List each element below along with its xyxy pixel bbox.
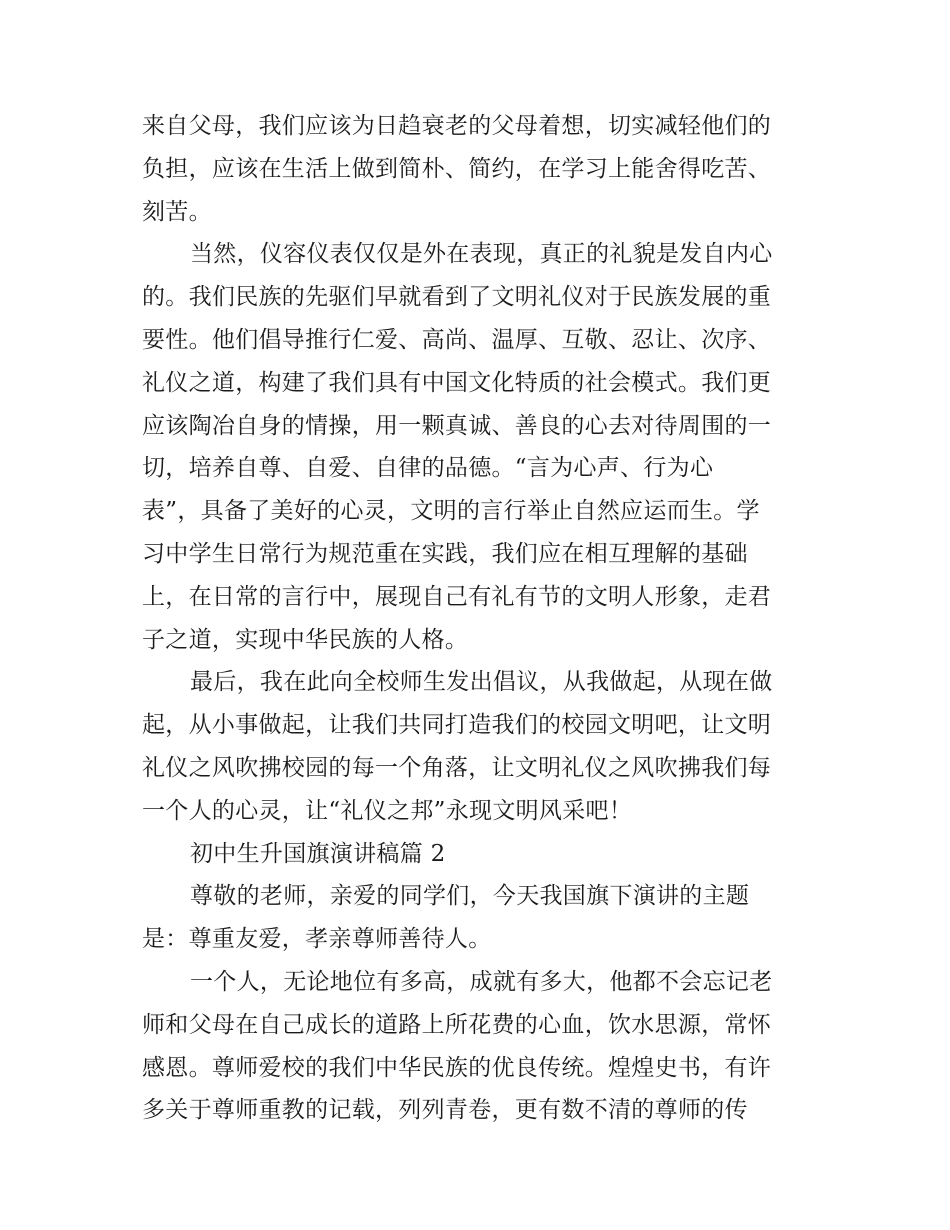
section-heading: 初中生升国旗演讲稿篇 2 xyxy=(190,840,446,867)
paragraph-start: 最后，我在此向全校师生发出倡议，从我做起，从现在做 xyxy=(190,669,773,696)
text-line: 是：尊重友爱，孝亲尊师善待人。 xyxy=(142,926,492,953)
text-line: 上，在日常的言行中，展现自己有礼有节的文明人形象，走君 xyxy=(142,583,772,610)
text-line: 切，培养自尊、自爱、自律的品德。“言为心声、行为心 xyxy=(142,455,714,482)
paragraph-start: 一个人，无论地位有多高，成就有多大，他都不会忘记老 xyxy=(190,968,773,995)
body-text xyxy=(142,105,812,1132)
paragraph-start: 当然，仪容仪表仅仅是外在表现，真正的礼貌是发自内心 xyxy=(190,241,773,268)
text-line: 师和父母在自己成长的道路上所花费的心血，饮水思源，常怀 xyxy=(142,1011,772,1038)
text-line: 刻苦。 xyxy=(142,198,212,225)
text-line: 起，从小事做起，让我们共同打造我们的校园文明吧，让文明 xyxy=(142,712,772,739)
text-line: 要性。他们倡导推行仁爱、高尚、温厚、互敬、忍让、次序、 xyxy=(142,326,772,353)
text-line: 多关于尊师重教的记载，列列青卷，更有数不清的尊师的传 xyxy=(142,1097,748,1124)
text-line: 应该陶冶自身的情操，用一颗真诚、善良的心去对待周围的一 xyxy=(142,412,772,439)
text-line: 负担，应该在生活上做到简朴、简约，在学习上能舍得吃苦、 xyxy=(142,155,772,182)
text-line: 礼仪之道，构建了我们具有中国文化特质的社会模式。我们更 xyxy=(142,369,772,396)
text-line: 感恩。尊师爱校的我们中华民族的优良传统。煌煌史书，有许 xyxy=(142,1054,772,1081)
text-line: 子之道，实现中华民族的人格。 xyxy=(142,626,469,653)
text-line: 的。我们民族的先驱们早就看到了文明礼仪对于民族发展的重 xyxy=(142,284,772,311)
text-line: 礼仪之风吹拂校园的每一个角落，让文明礼仪之风吹拂我们每 xyxy=(142,754,772,781)
text-line: 习中学生日常行为规范重在实践，我们应在相互理解的基础 xyxy=(142,540,748,567)
text-line: 表”，具备了美好的心灵，文明的言行举止自然应运而生。学 xyxy=(142,498,760,525)
text-line: 一个人的心灵，让“礼仪之邦”永现文明风采吧！ xyxy=(142,797,633,824)
paragraph-start: 尊敬的老师，亲爱的同学们，今天我国旗下演讲的主题 xyxy=(190,883,750,910)
text-line: 来自父母，我们应该为日趋衰老的父母着想，切实减轻他们的 xyxy=(142,113,772,139)
